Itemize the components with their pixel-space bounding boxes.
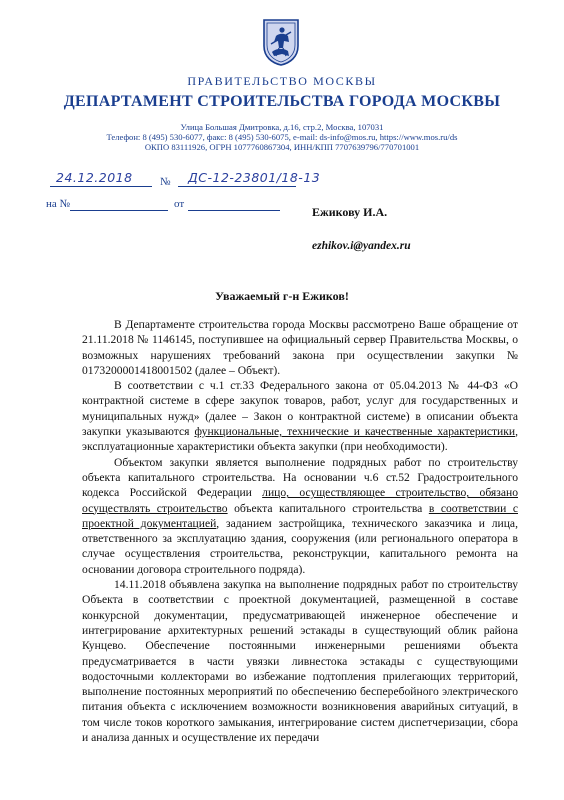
from-label: от bbox=[174, 198, 185, 210]
paragraph-3-text-b: объекта капитального строительства bbox=[227, 501, 429, 515]
paragraph-3-text-c: , заданием застройщика, технического заказчика и лица, ответственного за эксплуатацию здания, сооружения (или регионального оператора в случае осуществления строительства, реконструкции, капитального ремонта на основании договора строительного подряда). bbox=[82, 516, 518, 576]
paragraph-3 bbox=[82, 455, 518, 577]
date-underline bbox=[50, 186, 152, 187]
ref-label: на № bbox=[46, 198, 71, 210]
outgoing-date: 24.12.2018 bbox=[56, 170, 133, 185]
department-contacts: Телефон: 8 (495) 530-6077, факс: 8 (495) 530-6075, e-mail: ds-info@mos.ru, https://www.mos.ru/ds bbox=[106, 132, 458, 142]
paragraph-1: В Департаменте строительства города Москвы рассмотрено Ваше обращение от 21.11.2018 № 1146145, поступившее на официальный сервер Правительства Москвы, о возможных нарушениях требований закона при осуществлении закупки № 0173200001418001502 (далее – Объект). bbox=[82, 318, 518, 377]
paragraph-3-text-a: Объектом закупки является выполнение подрядных работ по строительству объекта капитального строительства. На основании ч.6 ст.52 Градостроительного кодекса Российской Федерации bbox=[82, 455, 518, 500]
paragraph-2-text-b: , эксплуатационные характеристики объекта закупки (при необходимости). bbox=[82, 425, 519, 454]
recipient-name: Ежикову И.А. bbox=[312, 205, 388, 219]
letter-body bbox=[82, 317, 518, 745]
from-underline bbox=[188, 210, 280, 211]
number-sign: № bbox=[160, 176, 171, 188]
paragraph-3-underlined-2: в соответствии с проектной документацией bbox=[82, 501, 518, 530]
paragraph-3-underlined-1: лицо, осуществляющее строительство, обязано осуществлять строительство bbox=[82, 486, 518, 515]
department-name: ДЕПАРТАМЕНТ СТРОИТЕЛЬСТВА ГОРОДА МОСКВЫ bbox=[63, 93, 501, 110]
moscow-coat-of-arms-icon bbox=[262, 18, 300, 66]
salutation: Уважаемый г-н Ежиков! bbox=[215, 289, 349, 303]
paragraph-2 bbox=[82, 378, 518, 454]
number-underline bbox=[178, 186, 296, 187]
outgoing-number: ДС-12-23801/18-13 bbox=[188, 170, 321, 185]
department-codes: ОКПО 83111926, ОГРН 1077760867304, ИНН/КПП 7707639796/770701001 bbox=[144, 142, 420, 152]
government-name: ПРАВИТЕЛЬСТВО МОСКВЫ bbox=[187, 74, 377, 88]
recipient-email: ezhikov.i@yandex.ru bbox=[312, 240, 411, 252]
paragraph-2-underlined: функциональные, технические и качественные характеристики bbox=[194, 425, 516, 439]
paragraph-2-text-a: В соответствии с ч.1 ст.33 Федерального закона от 05.04.2013 № 44-ФЗ «О контрактной системе в сфере закупок товаров, работ, услуг для государственных и муниципальных нужд» (далее – Закон о контрактной системе) в описании объекта закупки указываются bbox=[82, 379, 518, 439]
ref-underline bbox=[70, 210, 168, 211]
paragraph-4: 14.11.2018 объявлена закупка на выполнение подрядных работ по строительству Объекта в соответствии с проектной документацией, размещенной в составе конкурсной документации, предусматривающей инженерное обеспечение и интегрирование архитектурных решений эстакады в существующий облик района Кунцево. Обеспечение постоянными инженерными решениями объекта предусматривается в части увязки ливнестока эстакады с существующими водосточными коллекторами во избежание подтопления прилегающих территорий, выполнение постоянных мероприятий по обеспечению бесперебойного электрического питания объекта с исключением возможности возникновения аварийных ситуаций, в том числе токов короткого замыкания, интегрирование систем диспетчеризации, сбора и анализа данных и осуществление их передачи bbox=[82, 578, 518, 745]
department-address: Улица Большая Дмитровка, д.16, стр.2, Москва, 107031 bbox=[180, 122, 384, 132]
